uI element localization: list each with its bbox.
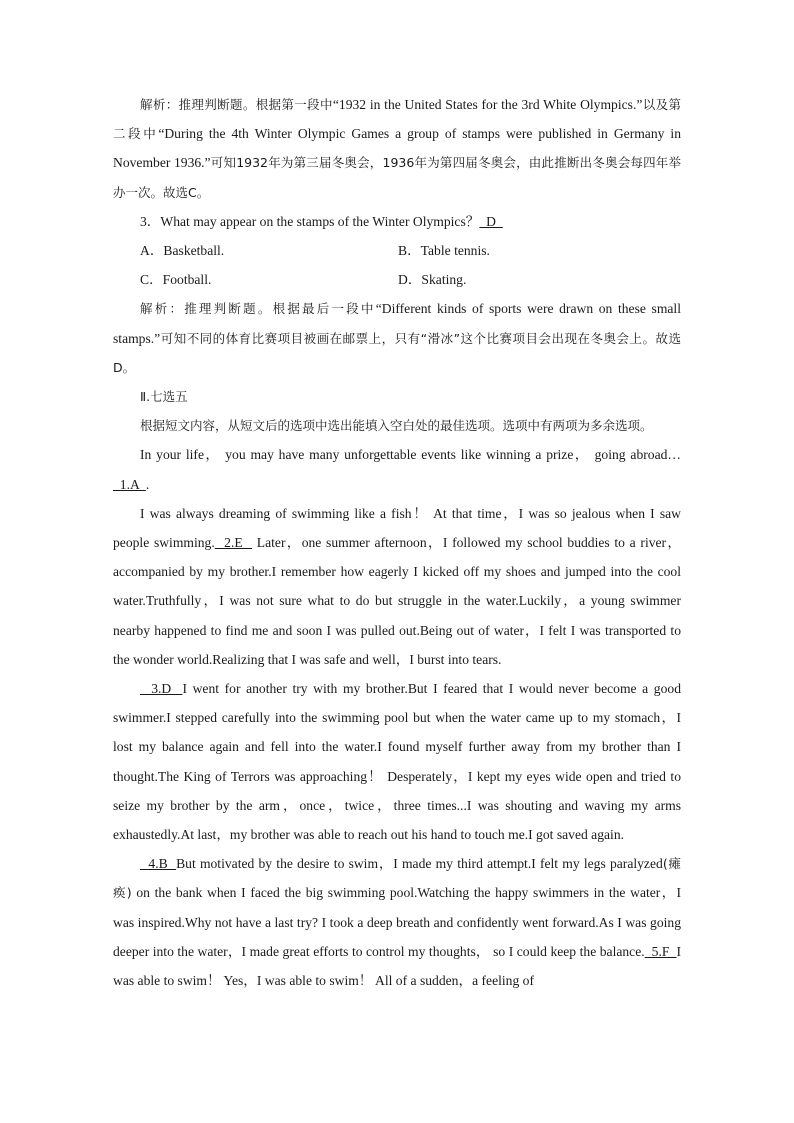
analysis-text: 可知1932年为第三届冬奥会，1936年为第四届冬奥会，由此推断出冬奥会每四年举办一次。故选C。 — [113, 155, 681, 200]
section-heading: Ⅱ.七选五 — [140, 389, 188, 405]
answer-blank: 3.D — [140, 681, 183, 697]
answer-blank: D — [479, 213, 503, 229]
answer-options — [113, 236, 681, 294]
passage-paragraph-1: In your life， you may have many unforgettable events like winning a prize， going abroad… 1.A . — [113, 447, 681, 492]
analysis-text: 以及第二段中 — [113, 97, 681, 142]
question-stem: 3．What may appear on the stamps of the Winter Olympics？ — [140, 213, 480, 229]
q3-analysis — [113, 294, 681, 382]
analysis-quote: “1932 in the United States for the 3rd White Olympics.” — [332, 97, 643, 112]
answer-blank: 4.B — [140, 856, 177, 872]
passage-paragraph-3: 3.D I went for another try with my brother.But I feared that I would never become a good swimmer.I stepped carefully into the swimming pool but when the water came up to my stomach，I lost my balance again and fell into the water.I found myself further away from my brother than I thought.The King of Terrors was approaching！ Desperately，I kept my eyes wide open and tried to seize my brother by the arm，once，twice，three times...I was shouting and waving my arms exhaustedly.At last，my brother was able to reach out his hand to touch me.I got saved again. — [113, 681, 681, 843]
analysis-text: 可知不同的体育比赛项目被画在邮票上，只有“滑冰”这个比赛项目会出现在冬奥会上。故选D。 — [113, 330, 681, 375]
passage-paragraph-2: I was always dreaming of swimming like a fish！ At that time，I was so jealous when I saw people swimming. 2.E Later，one summer afternoon，I followed my school buddies to a river，accompanied by my brother.I remember how eagerly I kicked off my shoes and jumped into the cool water.Truthfully，I was not sure what to do but struggle in the water.Luckily，a young swimmer nearby happened to find me and soon I was pulled out.Being out of water，I felt I was transported to the wonder world.Realizing that I was safe and well，I burst into tears. — [113, 505, 681, 667]
section-instruction: 根据短文内容，从短文后的选项中选出能填入空白处的最佳选项。选项中有两项为多余选项。 — [140, 418, 653, 434]
option-a: A．Basketball. — [140, 243, 225, 259]
answer-blank: 2.E — [214, 535, 253, 551]
analysis-text: 推理判断题。根据最后一段中 — [184, 301, 376, 317]
analysis-label: 解析： — [140, 301, 185, 317]
analysis-quote: “During the 4th Winter Olympic Games a group of stamps were published in Germany in November 1936.” — [113, 126, 681, 171]
answer-blank: 5.F — [644, 943, 677, 959]
question-3 — [113, 207, 681, 236]
analysis-quote: “Different kinds of sports were drawn on these small stamps.” — [113, 301, 681, 346]
q2-analysis — [113, 90, 681, 207]
option-b: B．Table tennis. — [398, 243, 490, 259]
document-page — [113, 90, 681, 995]
gloss: (瘫痪) — [113, 856, 681, 901]
option-d: D．Skating. — [398, 272, 467, 288]
passage-paragraph-4: 4.B But motivated by the desire to swim，I made my third attempt.I felt my legs paralyzed(瘫痪) on the bank when I faced the big swimming pool.Watching the happy swimmers in the water，I was inspired.Why not have a last try? I took a deep breath and confidently went forward.As I was going deeper into the water，I made great efforts to control my thoughts， so I could keep the balance. 5.F I was able to swim！ Yes，I was able to swim！ All of a sudden，a feeling of — [113, 856, 681, 989]
analysis-text: 推理判断题。根据第一段中 — [178, 97, 333, 112]
analysis-label: 解析： — [140, 97, 179, 112]
answer-blank: 1.A — [113, 476, 146, 492]
option-c: C．Football. — [140, 272, 212, 288]
